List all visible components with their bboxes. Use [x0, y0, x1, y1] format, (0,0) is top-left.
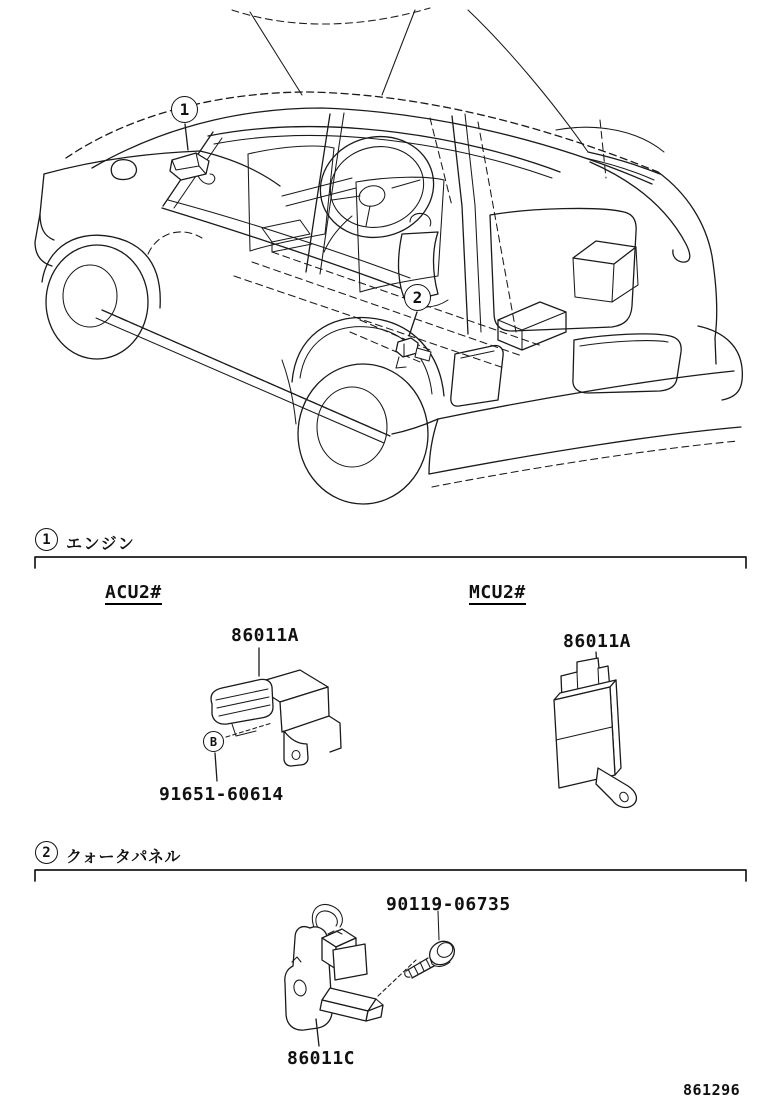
vehicle-side — [96, 113, 481, 443]
section1-callout: 1 — [35, 528, 58, 551]
part-drawing-mcu-receiver — [554, 652, 636, 807]
engine-ecu-marker — [170, 124, 215, 184]
section1-rule — [35, 557, 746, 568]
vehicle-interior — [234, 118, 664, 368]
vehicle-roof — [66, 8, 660, 184]
part-number-mcu-receiver: 86011A — [563, 631, 632, 652]
figure-number: 861296 — [683, 1081, 741, 1099]
part-drawing-bolt — [405, 911, 459, 978]
part-drawing-acu-receiver — [211, 648, 341, 781]
bolt-callout-b: B — [203, 731, 224, 752]
part-number-acu-receiver: 86011A — [231, 625, 300, 646]
section2-rule — [35, 870, 746, 881]
vehicle-callout-engine: 1 — [171, 96, 198, 123]
section2-callout: 2 — [35, 841, 58, 864]
vehicle-front — [35, 132, 280, 308]
part-number-quarter-bolt: 90119-06735 — [386, 894, 511, 915]
vehicle-callout-quarter-panel: 2 — [404, 284, 431, 311]
section2-title: クォータパネル — [66, 847, 181, 866]
part-number-quarter-receiver: 86011C — [287, 1048, 356, 1069]
vehicle-wheels — [46, 245, 444, 504]
variant-code-acu2: ACU2# — [105, 582, 162, 603]
vehicle-rear — [429, 162, 742, 487]
part-number-acu-bolt: 91651-60614 — [159, 784, 284, 805]
part-drawing-quarter-receiver — [285, 904, 416, 1046]
section1-title: エンジン — [66, 534, 136, 553]
variant-code-mcu2: MCU2# — [469, 582, 526, 603]
